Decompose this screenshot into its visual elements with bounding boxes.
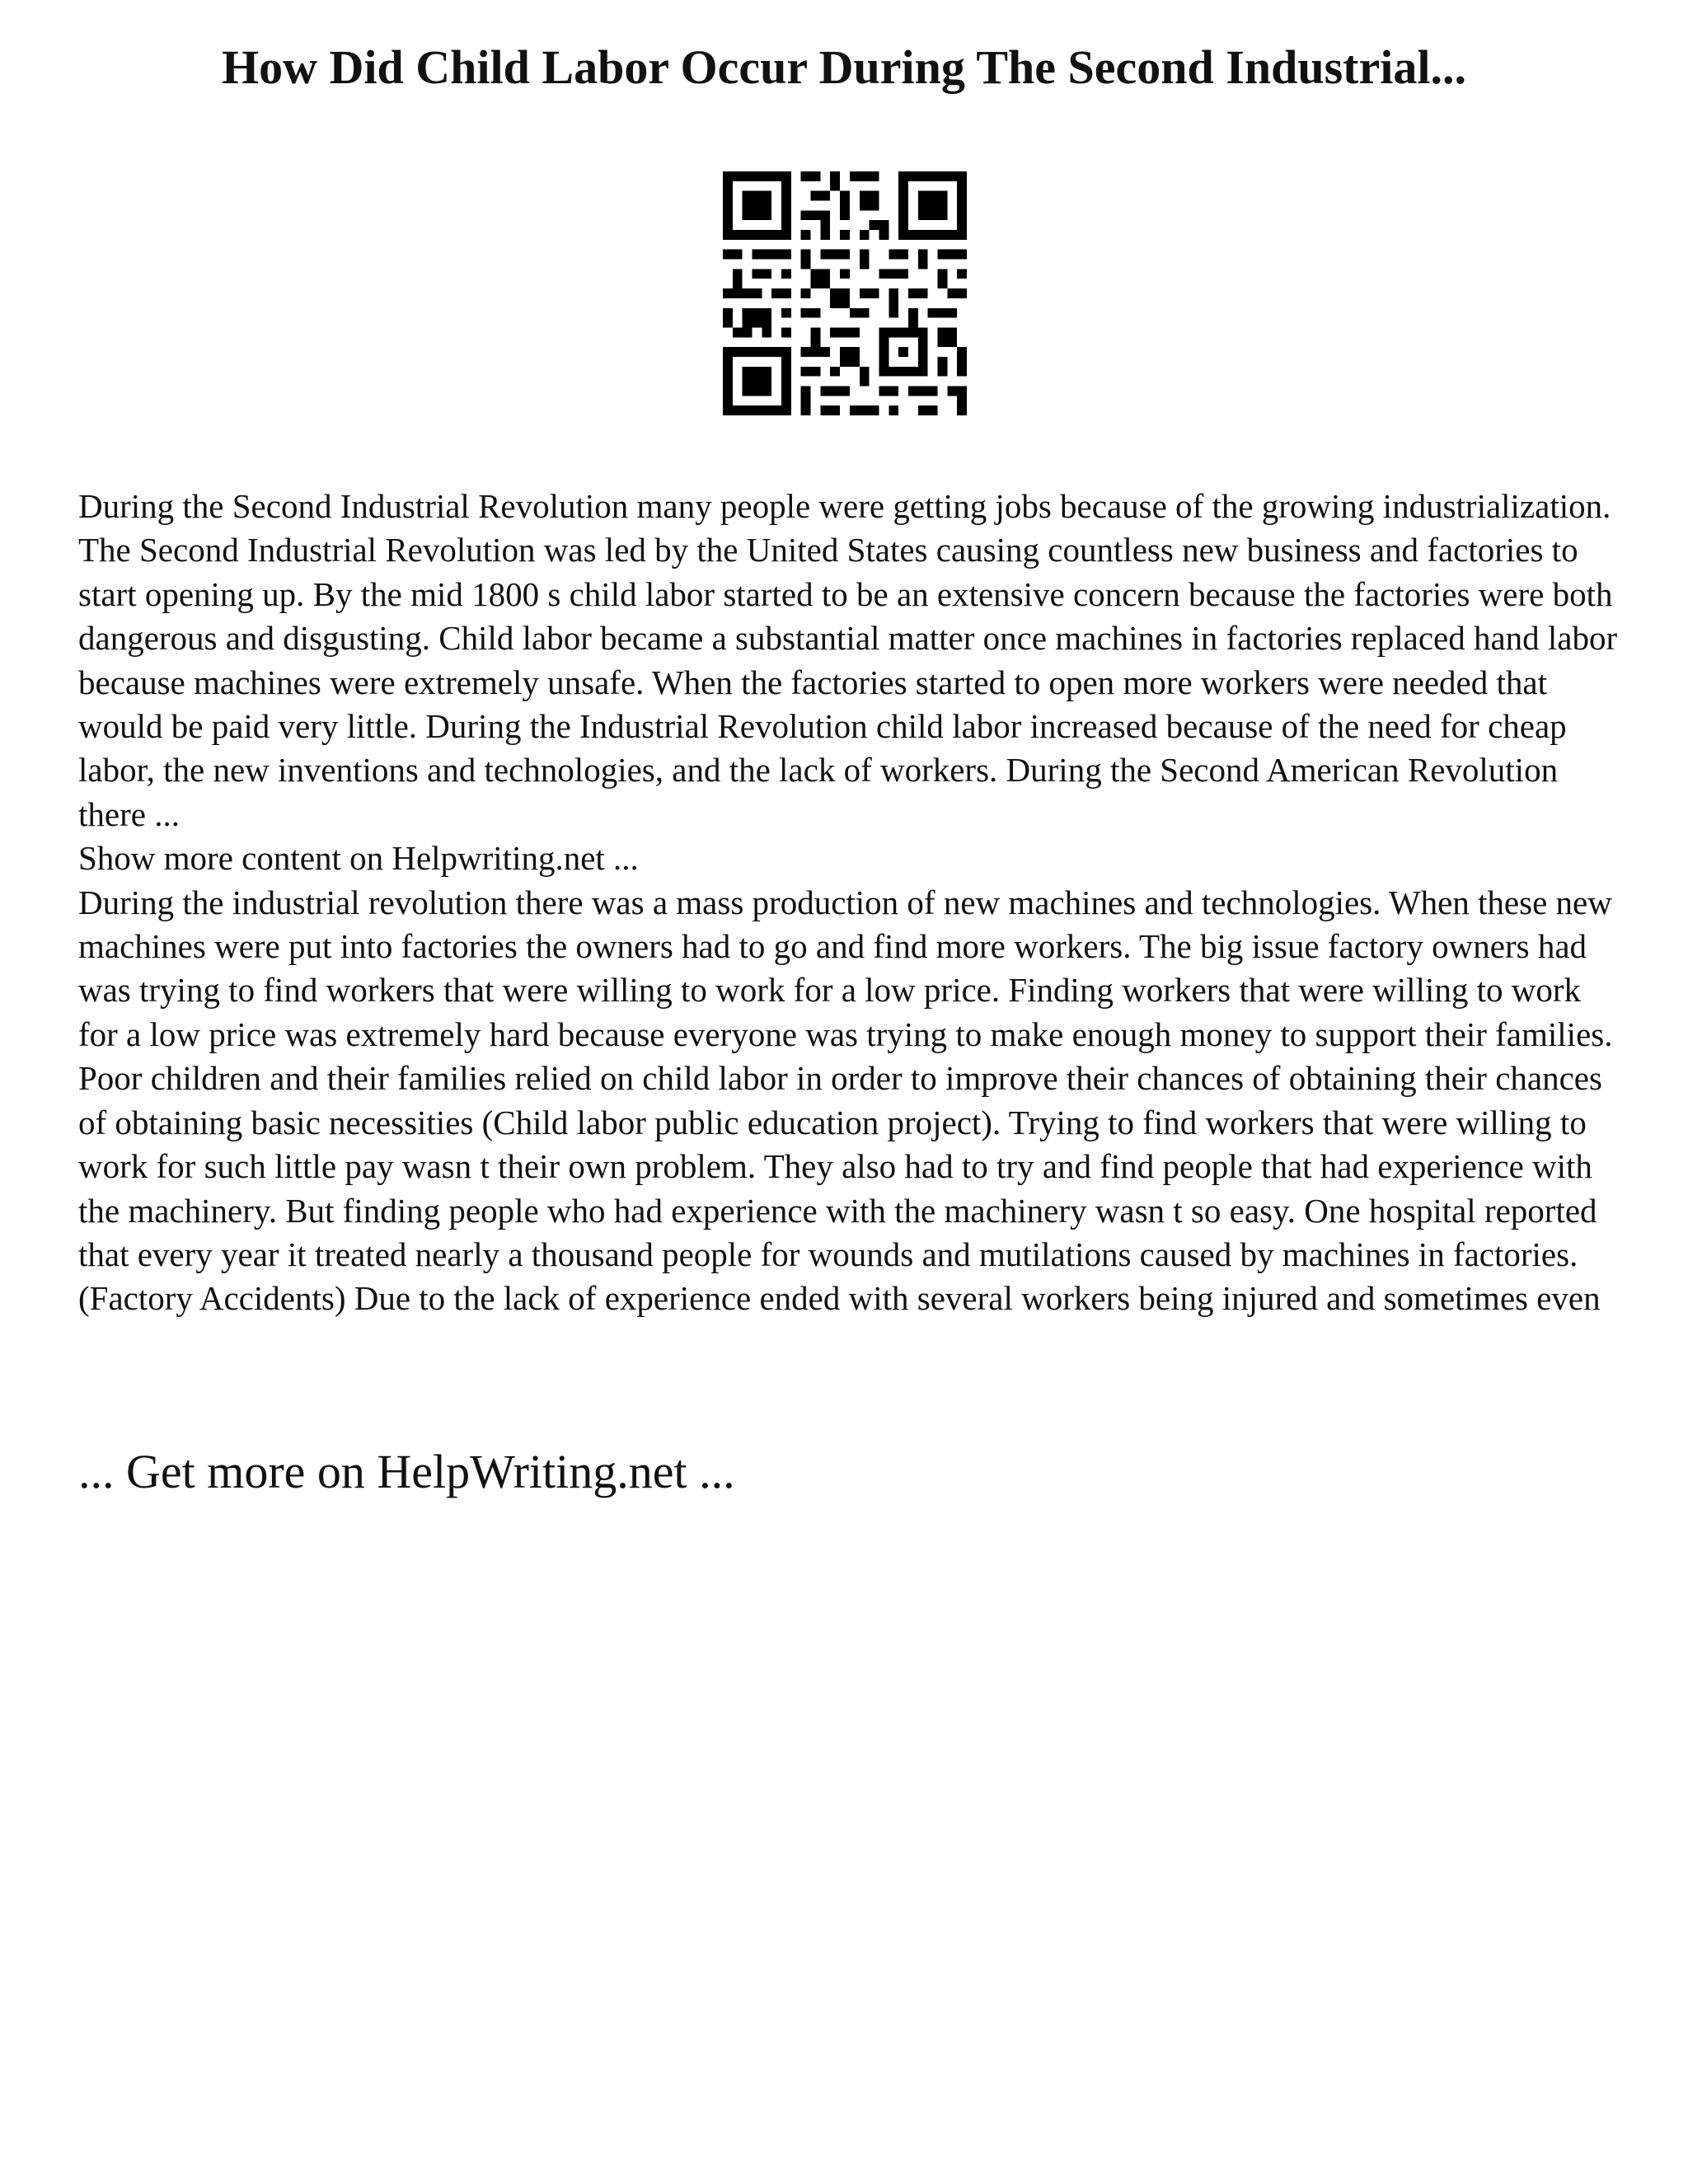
paragraph-1: During the Second Industrial Revolution many people were getting jobs because of the growing industrialization. The Second Industrial Revolution was led by the United States causing countless new business and factories to start opening up. By the mid 1800 s child labor started to be an extensive concern because the factories were both dangerous and disgusting. Child labor became a substantial matter once machines in factories replaced hand labor because machines were extremely unsafe. When the factories started to open more workers were needed that would be paid very little. During the Industrial Revolution child labor increased because of the need for cheap labor, the new inventions and technologies, and the lack of workers. During the Second American Revolution there ... — [78, 487, 1618, 833]
paragraph-2: During the industrial revolution there was a mass production of new machines and technologies. When these new machines were put into factories the owners had to go and find more workers. The big issue factory owners had was trying to find workers that were willing to work for a low price. Finding workers that were willing to work for a low price was extremely hard because everyone was trying to make enough money to support their families. Poor children and their families relied on child labor in order to improve their chances of obtaining their chances of obtaining basic necessities (Child labor public education project). Trying to find workers that were willing to work for such little pay wasn t their own problem. They also had to try and find people that had experience with the machinery. But finding people who had experience with the machinery wasn t so easy. One hospital reported that every year it treated nearly a thousand people for wounds and mutilations caused by machines in factories. (Factory Accidents) Due to the lack of experience ended with several workers being injured and sometimes even — [78, 883, 1613, 1318]
document-title: How Did Child Labor Occur During The Second Industrial... — [222, 40, 1466, 94]
show-more-link[interactable]: Show more content on Helpwriting.net ... — [78, 839, 639, 878]
qr-code-icon[interactable] — [723, 171, 967, 415]
get-more-link[interactable]: ... Get more on HelpWriting.net ... — [78, 1445, 735, 1498]
document-body — [78, 485, 1628, 1321]
